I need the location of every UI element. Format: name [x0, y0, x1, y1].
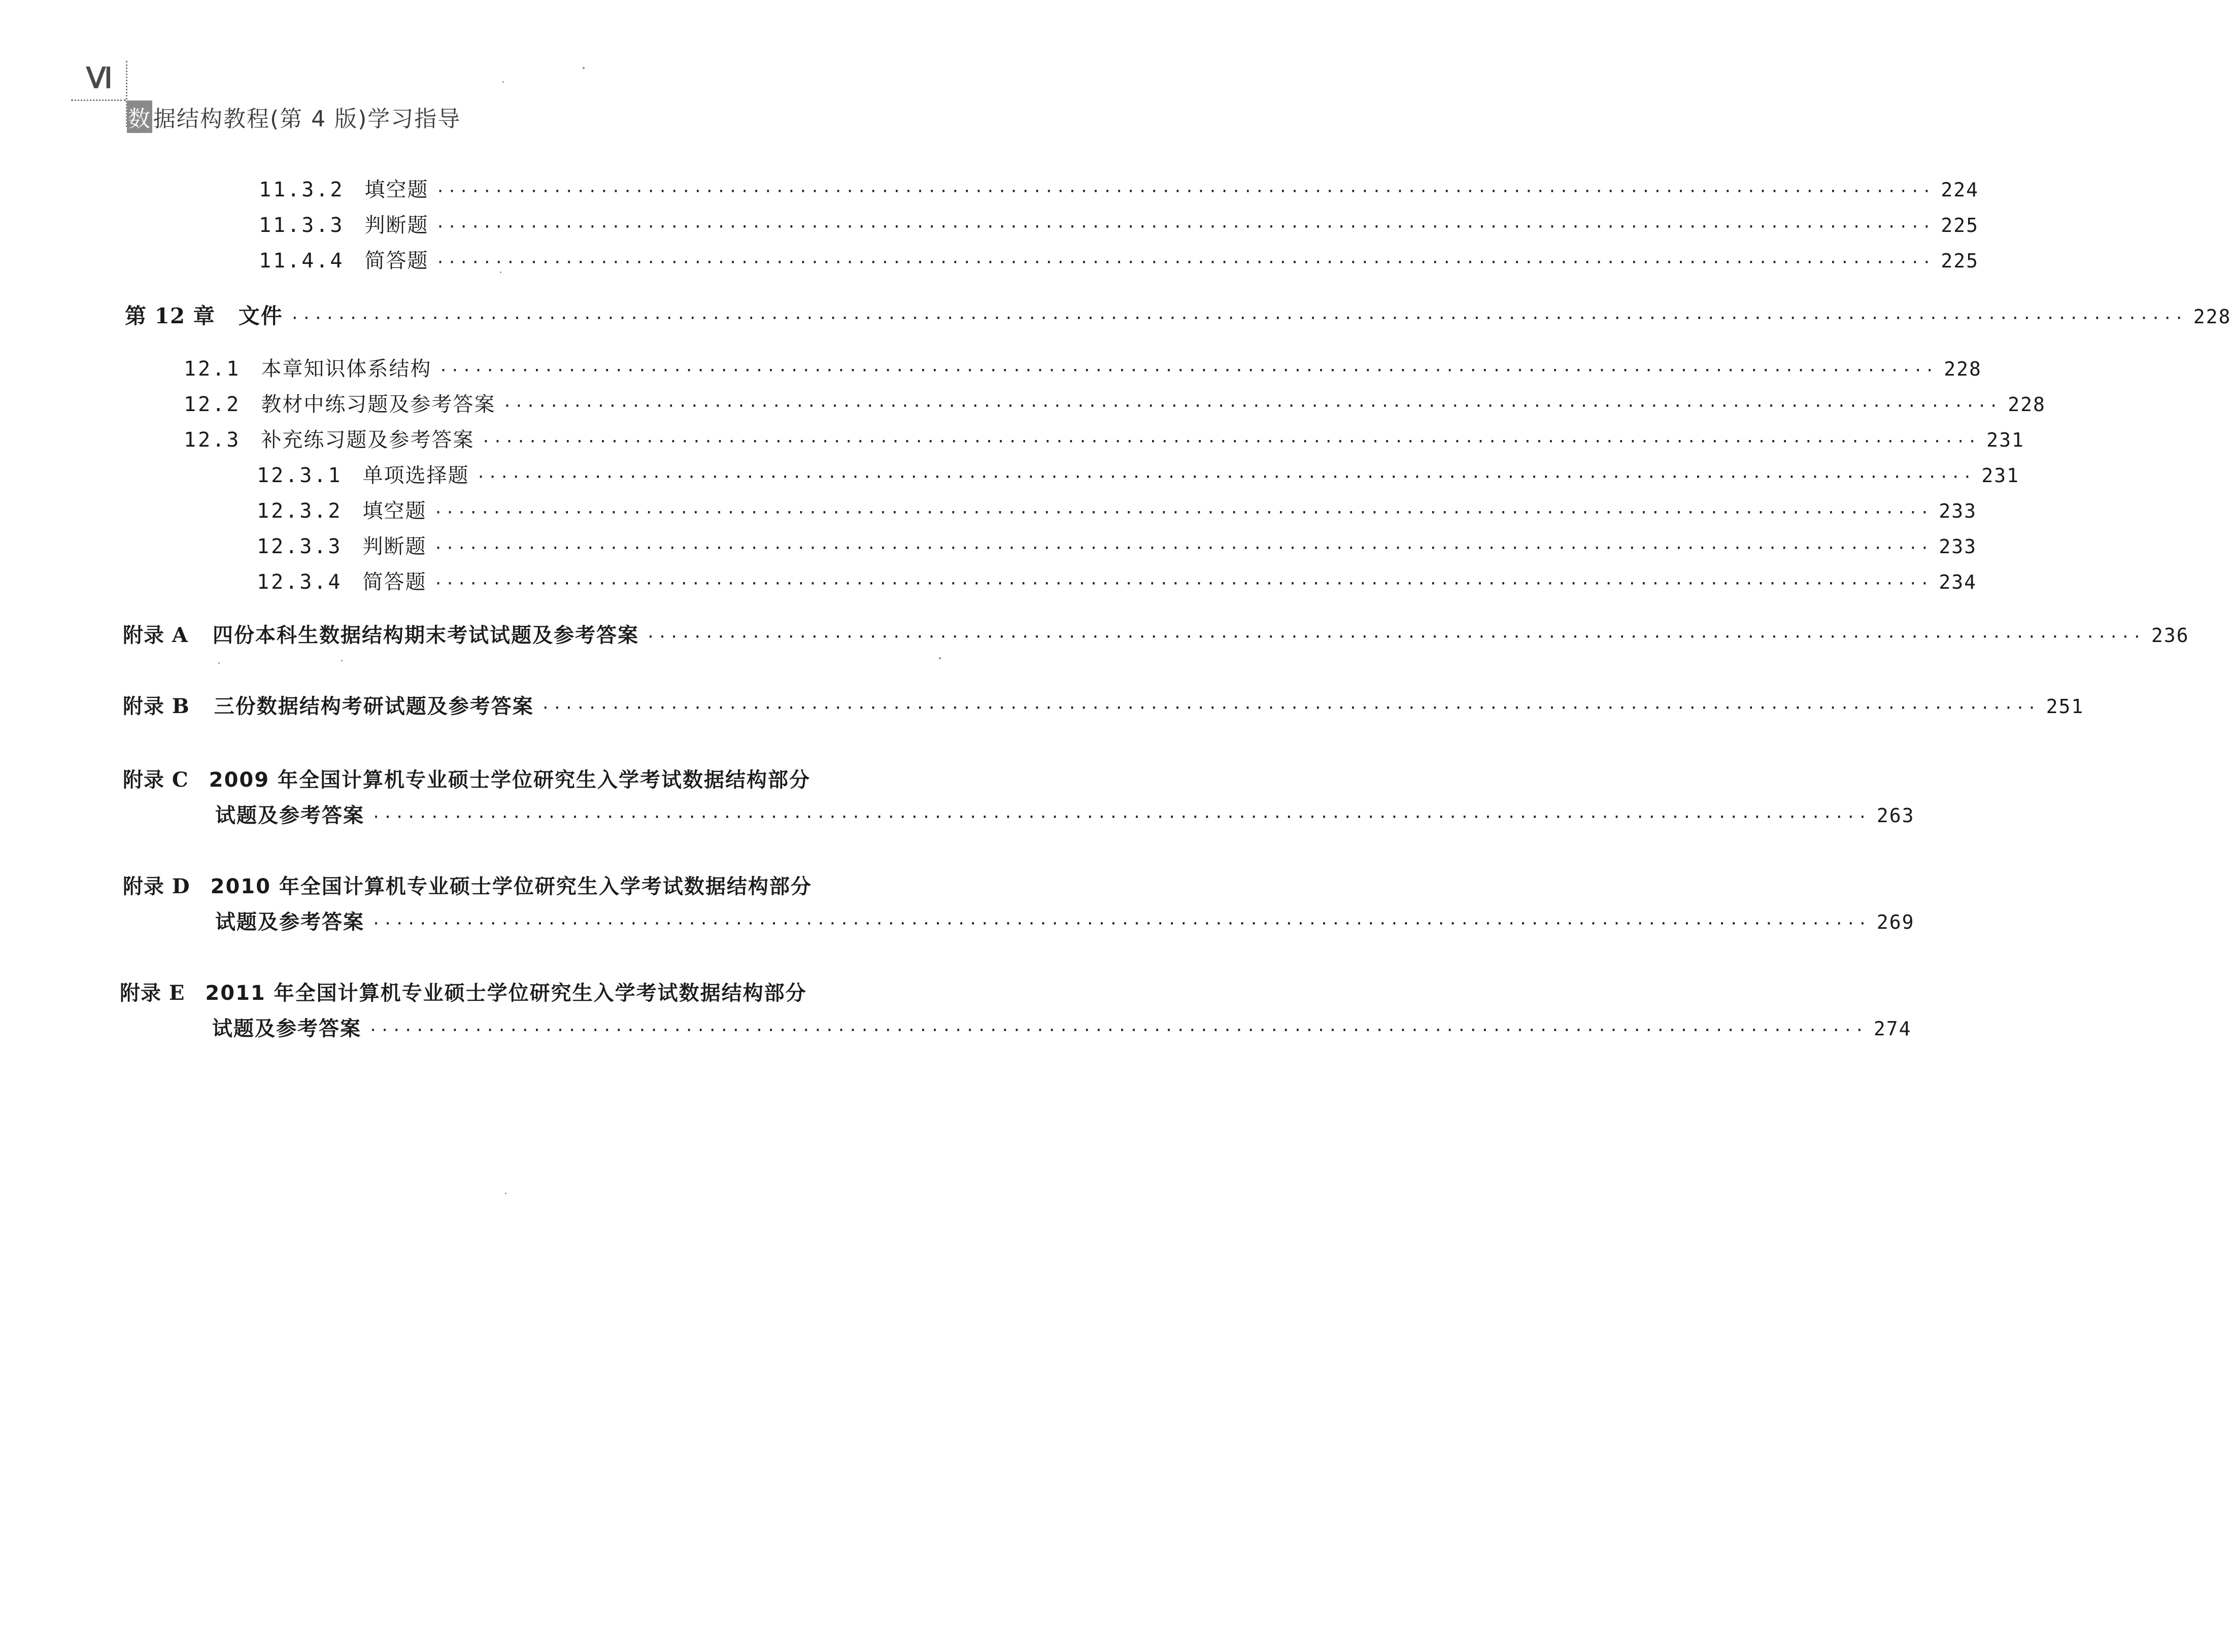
toc-dot-leader: ·································································································································································· — [290, 310, 2186, 327]
scan-speck — [500, 272, 501, 273]
toc-appendix-entry-cont[interactable] — [215, 799, 1915, 828]
toc-entry[interactable] — [184, 353, 1982, 382]
scan-speck — [218, 662, 220, 664]
toc-dot-leader: ································································································································ — [540, 699, 2039, 717]
toc-appendix-title-line1: 2011 年全国计算机专业硕士学位研究生入学考试数据结构部分 — [205, 982, 807, 1005]
toc-entry-page: 236 — [2151, 624, 2189, 647]
page-folio: Ⅵ — [86, 63, 111, 94]
scan-speck — [939, 657, 941, 659]
toc-entry-page: 225 — [1941, 214, 1979, 237]
toc-appendix-label: 附录 E — [120, 981, 185, 1005]
toc-entry-number: 11.3.2 — [259, 178, 345, 201]
toc-entry-page: 231 — [1981, 464, 2020, 487]
toc-appendix-entry[interactable] — [120, 977, 1084, 1006]
toc-entry-page: 225 — [1941, 250, 1979, 272]
toc-entry-page: 234 — [1939, 571, 1977, 593]
toc-appendix-label: 附录 D — [123, 874, 190, 898]
header-horizontal-rule — [71, 99, 126, 101]
scan-speck — [502, 81, 504, 83]
toc-entry-number: 12.2 — [184, 393, 241, 416]
toc-dot-leader: ································································································································ — [435, 218, 1934, 236]
toc-entry-title: 教材中练习题及参考答案 — [261, 393, 496, 416]
toc-entry-number: 11.4.4 — [259, 249, 345, 273]
toc-appendix-entry[interactable] — [123, 619, 2189, 648]
toc-dot-leader: ································································································································ — [435, 183, 1934, 200]
toc-entry[interactable] — [257, 459, 2020, 488]
toc-appendix-entry-cont[interactable] — [212, 1013, 1912, 1041]
toc-entry-number: 12.3.3 — [257, 535, 343, 558]
toc-entry[interactable] — [257, 495, 1977, 524]
toc-chapter-title: 文件 — [238, 304, 283, 328]
toc-appendix-title: 三份数据结构考研试题及参考答案 — [214, 695, 534, 718]
toc-entry[interactable] — [184, 388, 2046, 417]
toc-entry-title: 判断题 — [362, 535, 427, 558]
toc-entry-page: 224 — [1941, 179, 1979, 201]
toc-appendix-title-line2: 试题及参考答案 — [212, 1017, 361, 1040]
toc-entry-title: 判断题 — [364, 214, 429, 237]
toc-entry-page: 231 — [1986, 429, 2024, 451]
toc-entry-number: 12.1 — [184, 357, 241, 381]
toc-dot-leader: ································································································································ — [433, 575, 1932, 593]
toc-entry-title: 补充练习题及参考答案 — [261, 428, 475, 452]
book-title — [127, 102, 461, 132]
scan-speck — [505, 1193, 506, 1194]
toc-appendix-entry[interactable] — [123, 764, 1091, 793]
toc-appendix-title-line1: 2009 年全国计算机专业硕士学位研究生入学考试数据结构部分 — [209, 768, 811, 792]
toc-dot-leader: ································································································································ — [371, 808, 1870, 826]
toc-appendix-title-line2: 试题及参考答案 — [215, 911, 364, 934]
toc-dot-leader: ································································································································ — [438, 362, 1937, 380]
toc-entry-page: 233 — [1939, 500, 1977, 522]
toc-dot-leader: ································································································································ — [481, 433, 1980, 451]
toc-appendix-entry[interactable] — [123, 690, 2084, 719]
toc-entry-title: 本章知识体系结构 — [261, 357, 432, 381]
toc-appendix-title: 四份本科生数据结构期末考试试题及参考答案 — [212, 624, 639, 647]
toc-entry[interactable] — [259, 245, 1979, 274]
toc-dot-leader: ································································································································ — [368, 1022, 1867, 1039]
toc-appendix-label: 附录 A — [123, 623, 188, 647]
toc-entry-title: 填空题 — [364, 178, 429, 201]
scan-speck — [341, 660, 343, 661]
toc-chapter-entry[interactable] — [125, 299, 2231, 330]
toc-dot-leader: ································································································································ — [476, 468, 1975, 486]
toc-appendix-entry[interactable] — [123, 870, 1091, 899]
toc-appendix-title-line2: 试题及参考答案 — [215, 804, 364, 827]
toc-appendix-entry-cont[interactable] — [215, 906, 1915, 935]
toc-entry-title: 简答题 — [364, 249, 429, 273]
toc-dot-leader: ································································································································ — [435, 254, 1934, 272]
toc-entry-page: 251 — [2046, 695, 2084, 718]
toc-entry-number: 11.3.3 — [259, 214, 345, 237]
toc-entry[interactable] — [259, 174, 1979, 203]
toc-entry[interactable] — [184, 424, 2024, 453]
scan-speck — [583, 67, 585, 69]
toc-appendix-title-line1: 2010 年全国计算机专业硕士学位研究生入学考试数据结构部分 — [210, 875, 812, 898]
toc-chapter-label: 第 12 章 — [125, 304, 215, 328]
toc-dot-leader: ································································································································ — [646, 628, 2144, 646]
toc-entry-number: 12.3 — [184, 428, 241, 452]
toc-entry-page: 228 — [2008, 393, 2046, 416]
toc-entry[interactable] — [257, 530, 1977, 559]
toc-entry-page: 274 — [1873, 1018, 1912, 1040]
toc-dot-leader: ································································································································ — [433, 540, 1932, 557]
book-title-text: 据结构教程(第 4 版)学习指导 — [153, 106, 461, 132]
toc-entry-page: 228 — [2193, 306, 2231, 328]
toc-entry-number: 12.3.2 — [257, 499, 343, 523]
toc-entry-title: 填空题 — [362, 499, 427, 523]
toc-dot-leader: ································································································································ — [371, 915, 1870, 933]
toc-entry[interactable] — [257, 566, 1977, 595]
toc-appendix-label: 附录 C — [123, 768, 189, 792]
toc-entry[interactable] — [259, 209, 1979, 238]
toc-entry-page: 269 — [1876, 911, 1915, 933]
toc-dot-leader: ································································································································ — [433, 504, 1932, 522]
toc-entry-title: 简答题 — [362, 570, 427, 594]
toc-entry-number: 12.3.4 — [257, 570, 343, 594]
book-title-initial: 数 — [127, 100, 152, 133]
running-header — [71, 51, 518, 137]
toc-entry-page: 233 — [1939, 535, 1977, 558]
toc-entry-number: 12.3.1 — [257, 464, 343, 487]
toc-dot-leader: ································································································································ — [502, 397, 2001, 415]
toc-entry-page: 263 — [1876, 804, 1915, 827]
toc-appendix-label: 附录 B — [123, 694, 190, 718]
toc-entry-title: 单项选择题 — [362, 464, 469, 487]
toc-entry-page: 228 — [1944, 358, 1982, 380]
